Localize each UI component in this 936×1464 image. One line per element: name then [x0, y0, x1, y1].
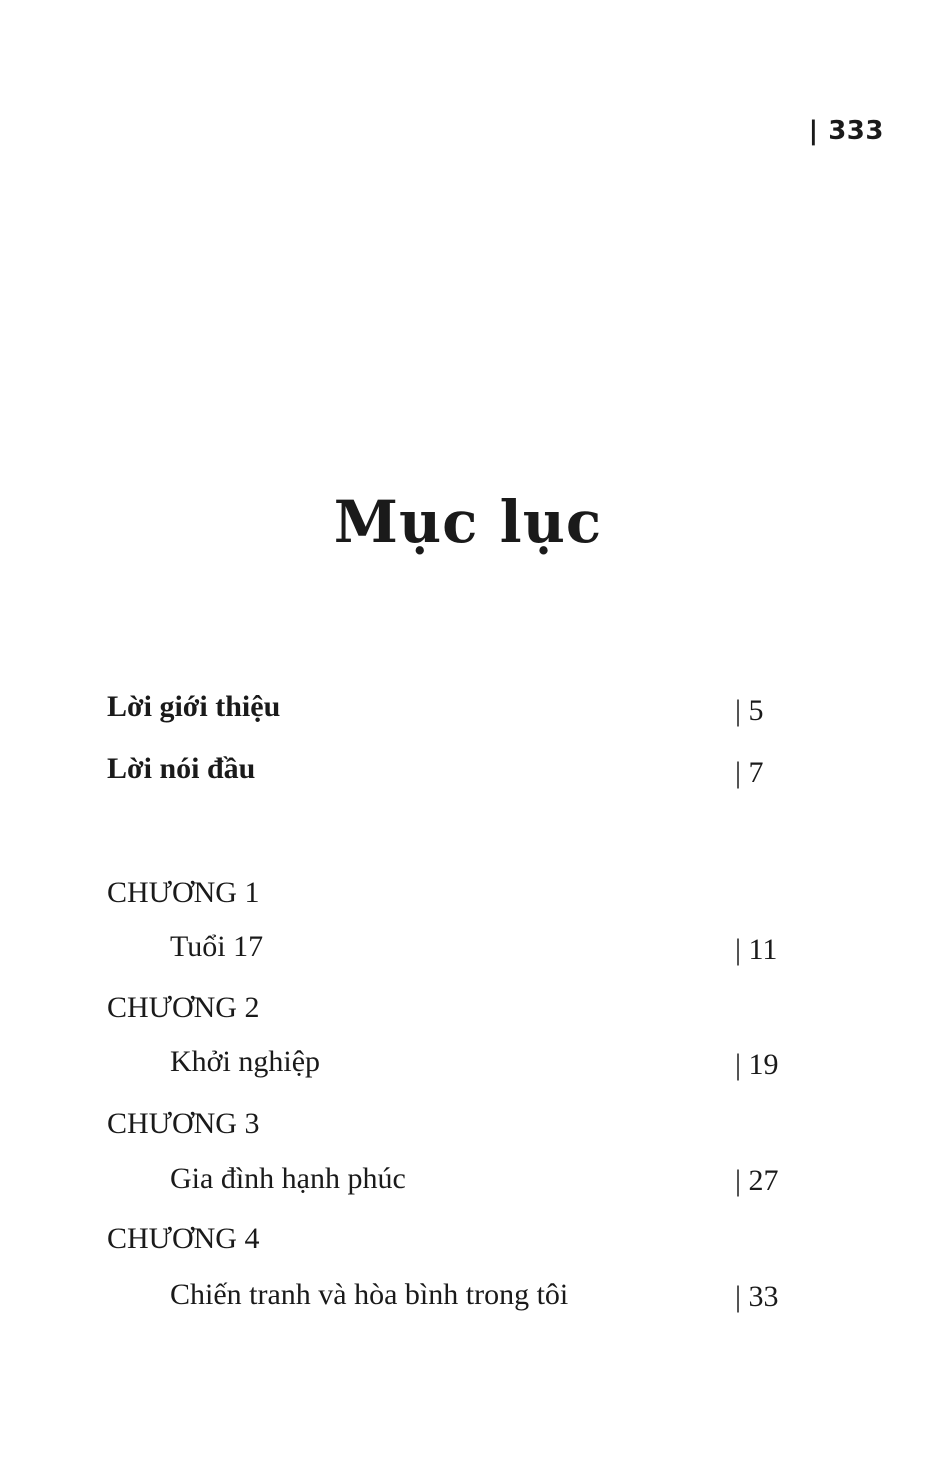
page-number: | 333: [808, 116, 884, 146]
toc-entry-introduction: Lời giới thiệu: [107, 690, 281, 723]
page-title: Mục lục: [333, 488, 603, 556]
chapter-page: | 27: [735, 1164, 779, 1197]
chapter-title: Tuổi 17: [170, 930, 264, 963]
chapter-title: Khởi nghiệp: [170, 1045, 321, 1078]
chapter-page: | 33: [735, 1280, 779, 1313]
toc-page-introduction: | 5: [735, 694, 764, 727]
chapter-heading: CHƯƠNG 3: [107, 1107, 260, 1140]
chapter-heading: CHƯƠNG 1: [107, 876, 260, 909]
toc-entry-preface: Lời nói đầu: [107, 752, 256, 785]
chapter-title: Gia đình hạnh phúc: [170, 1162, 406, 1195]
chapter-page: | 19: [735, 1048, 779, 1081]
chapter-title: Chiến tranh và hòa bình trong tôi: [170, 1278, 569, 1311]
chapter-page: | 11: [735, 933, 778, 966]
chapter-heading: CHƯƠNG 4: [107, 1222, 260, 1255]
chapter-heading: CHƯƠNG 2: [107, 991, 260, 1024]
toc-page-preface: | 7: [735, 756, 764, 789]
